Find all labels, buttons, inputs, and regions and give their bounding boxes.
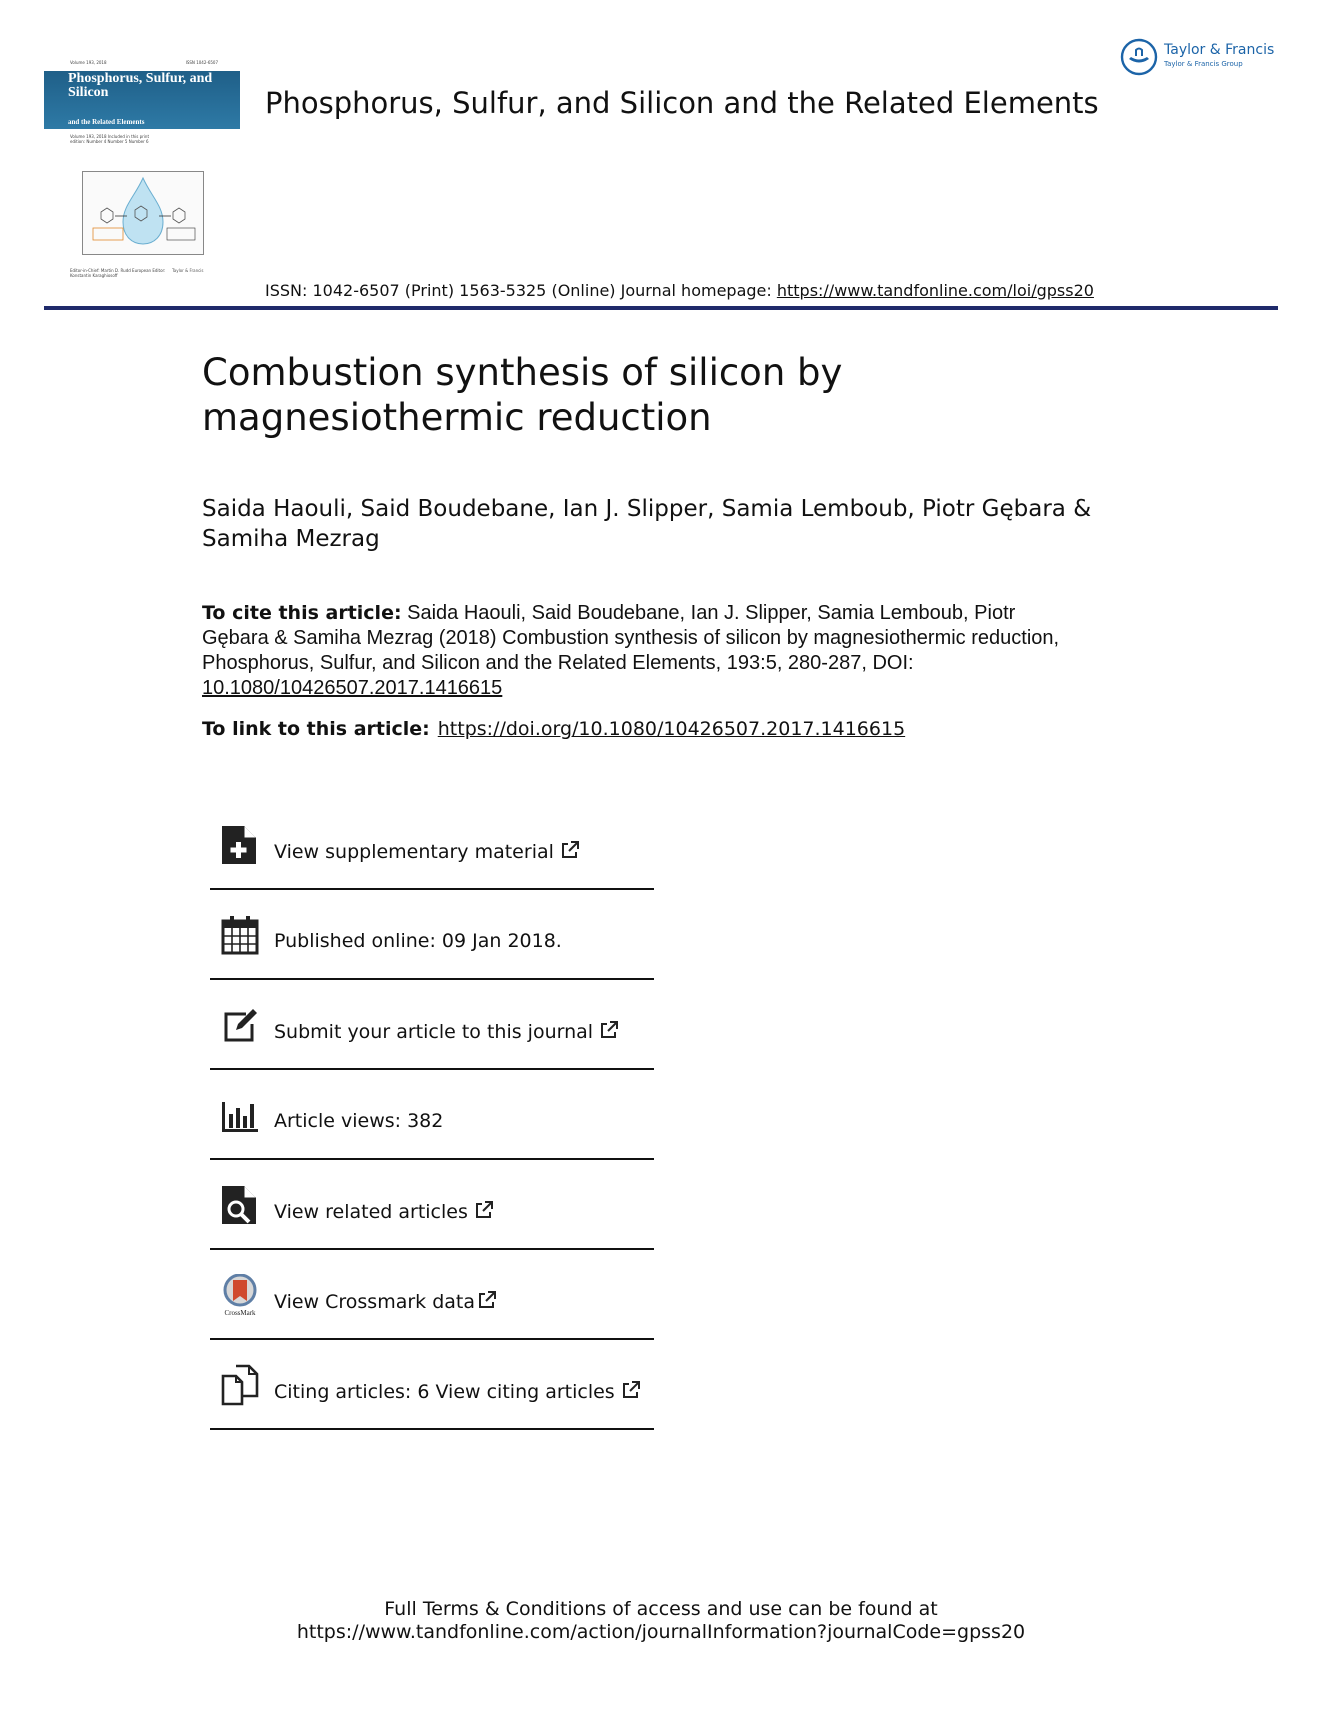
- publisher-name: Taylor & Francis: [1164, 42, 1275, 58]
- edit-icon: [220, 1004, 260, 1046]
- bar-chart-icon: [220, 1094, 260, 1136]
- cover-volume-line: Volume 193, 2018: [70, 60, 107, 65]
- cover-publisher: Taylor & Francis: [172, 268, 204, 273]
- article-authors: Saida Haouli, Said Boudebane, Ian J. Slipper, Samia Lemboub, Piotr Gębara & Samiha Mezrag: [202, 496, 1092, 552]
- publisher-logo-icon: [1120, 38, 1158, 76]
- article-actions-list: [210, 800, 654, 1430]
- file-plus-icon: [220, 824, 260, 866]
- cover-issue-text: Volume 193, 2018 Included in this print edition: Number 4 Number 5 Number 6: [70, 134, 150, 144]
- external-link-icon: [474, 1200, 494, 1220]
- crossmark-icon-text: CrossMark: [224, 1309, 256, 1316]
- cover-subtitle: and the Related Elements: [68, 118, 145, 126]
- action-label: Citing articles: 6 View citing articles: [274, 1380, 641, 1403]
- action-label: View Crossmark data: [274, 1290, 497, 1313]
- publisher-group: Taylor & Francis Group: [1164, 60, 1243, 68]
- external-link-icon: [477, 1290, 497, 1310]
- action-label: View supplementary material: [274, 840, 580, 863]
- action-label: Submit your article to this journal: [274, 1020, 619, 1043]
- terms-footer: [0, 1598, 1322, 1644]
- issn-line: [265, 281, 1094, 300]
- citation-block: [202, 601, 1082, 701]
- action-submit-article[interactable]: [210, 980, 654, 1070]
- action-view-supplementary[interactable]: [210, 800, 654, 890]
- cite-text: Saida Haouli, Said Boudebane, Ian J. Slipper, Samia Lemboub, Piotr Gębara & Samiha Mezrag (2018) Combustion synthesis of silicon by magnesiothermic reduction, Phosphorus, Sulfur, and Silicon and the Related Elements, 193:5, 280-287, DOI:: [202, 602, 1060, 674]
- external-link-icon: [621, 1380, 641, 1400]
- publisher-logo[interactable]: [1120, 38, 1280, 78]
- cover-title-band: [44, 71, 240, 129]
- cite-label: To cite this article:: [202, 602, 402, 624]
- journal-homepage-link[interactable]: https://www.tandfonline.com/loi/gpss20: [776, 281, 1094, 300]
- article-title: Combustion synthesis of silicon by magnesiothermic reduction: [202, 351, 843, 439]
- terms-url[interactable]: https://www.tandfonline.com/action/journalInformation?journalCode=gpss20: [296, 1621, 1026, 1643]
- action-related-articles[interactable]: [210, 1160, 654, 1250]
- copy-documents-icon: [220, 1364, 260, 1406]
- cover-title: Phosphorus, Sulfur, and Silicon: [68, 71, 213, 100]
- cover-editor-text: Editor-in-Chief: Martin D. Rudd European Editor: Konstantin Karaghiosoff: [70, 268, 166, 278]
- external-link-icon: [599, 1020, 619, 1040]
- terms-text: Full Terms & Conditions of access and use can be found at: [384, 1598, 938, 1620]
- journal-title: Phosphorus, Sulfur, and Silicon and the Related Elements: [265, 86, 1099, 120]
- action-crossmark[interactable]: [210, 1250, 654, 1340]
- action-label: Article views: 382: [274, 1110, 444, 1132]
- calendar-icon: [220, 914, 260, 956]
- crossmark-icon: [220, 1274, 260, 1316]
- action-published-online: [210, 890, 654, 980]
- article-doi-link[interactable]: https://doi.org/10.1080/10426507.2017.1416615: [437, 718, 906, 740]
- header-divider: [44, 306, 1278, 310]
- cover-issn: ISSN 1042-6507: [185, 60, 218, 65]
- issn-text: ISSN: 1042-6507 (Print) 1563-5325 (Online) Journal homepage:: [265, 281, 777, 300]
- action-article-views: [210, 1070, 654, 1160]
- action-label: Published online: 09 Jan 2018.: [274, 930, 562, 952]
- article-link-line: [202, 718, 905, 740]
- journal-cover-image: [44, 56, 240, 282]
- cover-artwork: [82, 171, 204, 255]
- search-document-icon: [220, 1184, 260, 1226]
- action-citing-articles[interactable]: [210, 1340, 654, 1430]
- external-link-icon: [560, 840, 580, 860]
- link-label: To link to this article:: [202, 718, 430, 740]
- cite-doi-link[interactable]: 10.1080/10426507.2017.1416615: [202, 677, 503, 699]
- action-label: View related articles: [274, 1200, 494, 1223]
